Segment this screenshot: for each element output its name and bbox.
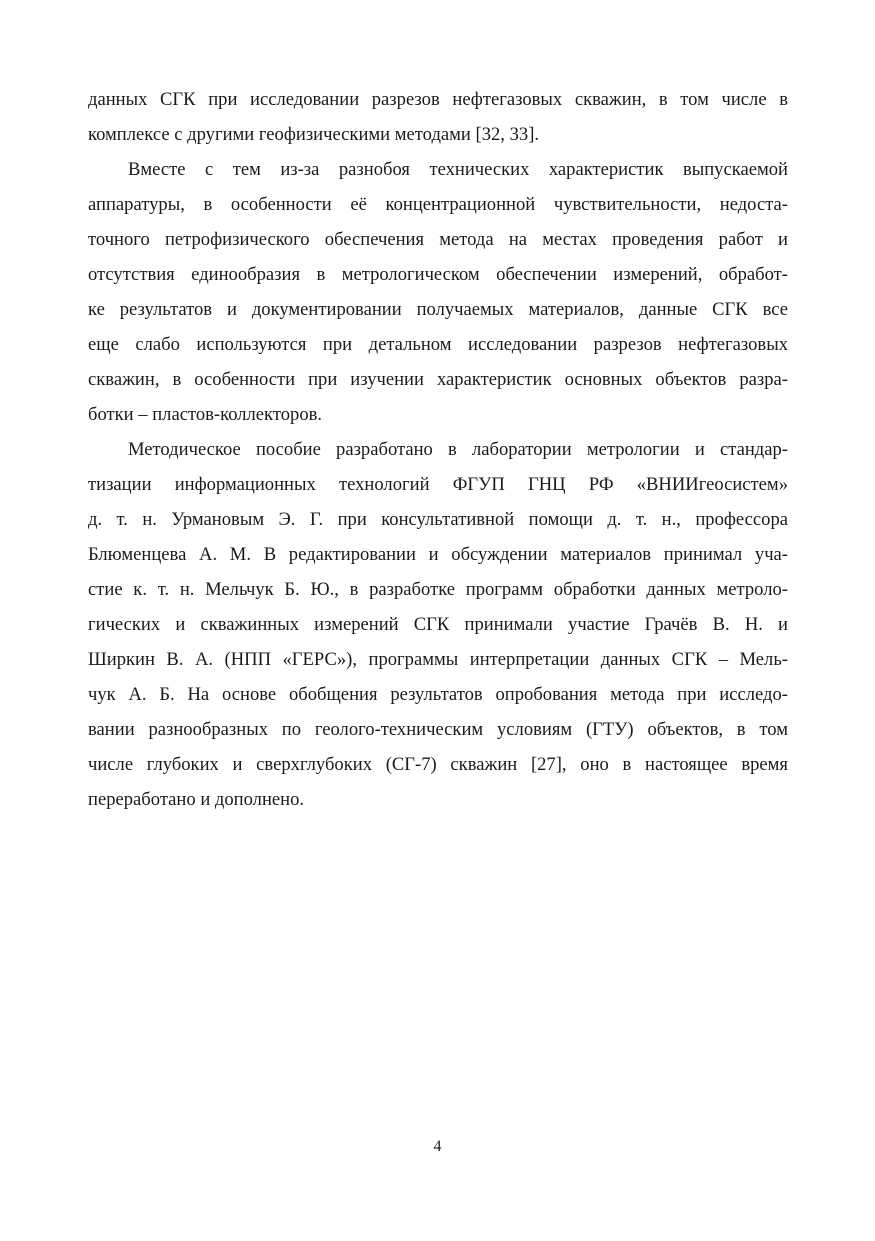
text-line: чук А. Б. На основе обобщения результатов опробования метода при исследо- <box>88 684 788 705</box>
text-line: точного петрофизического обеспечения метода на местах проведения работ и <box>88 229 788 250</box>
text-line: числе глубоких и сверхглубоких (СГ-7) скважин [27], оно в настоящее время <box>88 754 788 775</box>
text-line: переработано и дополнено. <box>88 789 305 810</box>
text-line: ке результатов и документировании получаемых материалов, данные СГК все <box>88 299 788 320</box>
text-line: Вместе с тем из-за разнобоя технических характеристик выпускаемой <box>128 159 788 180</box>
text-line: гических и скважинных измерений СГК принимали участие Грачёв В. Н. и <box>88 614 788 635</box>
text-line: Ширкин В. А. (НПП «ГЕРС»), программы интерпретации данных СГК – Мель- <box>88 649 788 670</box>
text-line: Блюменцева А. М. В редактировании и обсуждении материалов принимал уча- <box>88 544 788 565</box>
page-number: 4 <box>433 1138 442 1155</box>
text-line: д. т. н. Урмановым Э. Г. при консультативной помощи д. т. н., профессора <box>88 509 788 530</box>
text-line: еще слабо используются при детальном исследовании разрезов нефтегазовых <box>88 334 788 355</box>
text-line: комплексе с другими геофизическими методами [32, 33]. <box>88 124 540 145</box>
text-line: ботки – пластов-коллекторов. <box>88 404 323 425</box>
text-line: тизации информационных технологий ФГУП ГНЦ РФ «ВНИИгеосистем» <box>88 474 788 495</box>
text-line: данных СГК при исследовании разрезов нефтегазовых скважин, в том числе в <box>88 89 788 110</box>
text-line: аппаратуры, в особенности её концентрационной чувствительности, недоста- <box>88 194 788 215</box>
text-line: стие к. т. н. Мельчук Б. Ю., в разработке программ обработки данных метроло- <box>88 579 788 600</box>
paragraph <box>88 152 788 432</box>
text-line: скважин, в особенности при изучении характеристик основных объектов разра- <box>88 369 788 390</box>
text-line: вании разнообразных по геолого-техническим условиям (ГТУ) объектов, в том <box>88 719 788 740</box>
paragraph <box>88 432 788 817</box>
body-text <box>88 82 788 817</box>
text-line: Методическое пособие разработано в лаборатории метрологии и стандар- <box>128 439 788 460</box>
paragraph <box>88 82 788 152</box>
text-line: отсутствия единообразия в метрологическом обеспечении измерений, обработ- <box>88 264 788 285</box>
